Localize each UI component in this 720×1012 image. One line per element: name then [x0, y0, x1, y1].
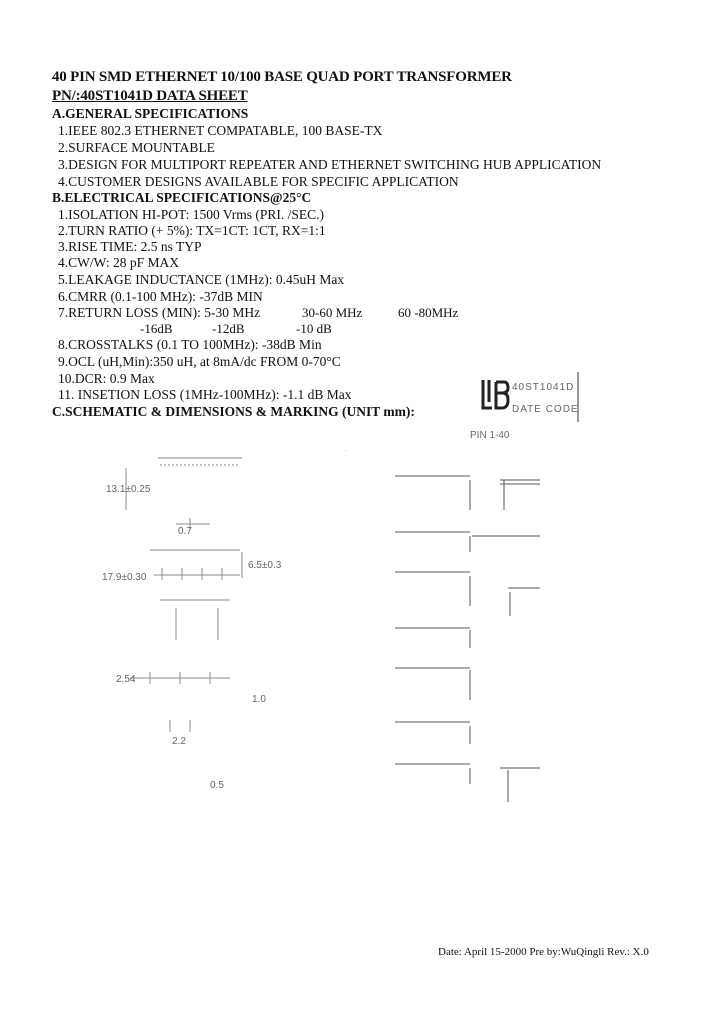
return-loss-value-1: -16dB — [140, 321, 173, 336]
document-title: 40 PIN SMD ETHERNET 10/100 BASE QUAD PORT TRANSFORMER — [52, 69, 512, 85]
schematic-drawing — [340, 440, 570, 810]
pin-label: PIN 1-40 — [470, 430, 510, 441]
general-item-3: 3.DESIGN FOR MULTIPORT REPEATER AND ETHERNET SWITCHING HUB APPLICATION — [58, 157, 602, 172]
general-spec-heading: A.GENERAL SPECIFICATIONS — [52, 106, 249, 121]
marking-logo-icon — [480, 378, 510, 414]
return-loss-value-2: -12dB — [212, 321, 245, 336]
dim-width: 17.9±0.30 — [102, 572, 147, 583]
dim-pad: 1.0 — [252, 694, 266, 705]
return-loss-band-3: 60 -80MHz — [398, 305, 459, 320]
dim-tolerance: 0.5 — [210, 780, 224, 791]
electrical-item-6: 6.CMRR (0.1-100 MHz): -37dB MIN — [58, 289, 263, 304]
return-loss-band-2: 30-60 MHz — [302, 305, 363, 320]
dim-height: 6.5±0.3 — [248, 560, 282, 571]
electrical-item-10: 10.DCR: 0.9 Max — [58, 371, 155, 386]
dim-pad-length: 2.2 — [172, 736, 186, 747]
electrical-item-8: 8.CROSSTALKS (0.1 TO 100MHz): -38dB Min — [58, 337, 322, 352]
marking-date-code: DATE CODE — [512, 404, 579, 415]
part-number: PN/:40ST1041D DATA SHEET — [52, 88, 248, 104]
svg-text:·: · — [345, 448, 347, 454]
footer-revision: Date: April 15-2000 Pre by:WuQingli Rev.: X.0 — [438, 946, 649, 958]
electrical-item-1: 1.ISOLATION HI-POT: 1500 Vrms (PRI. /SEC.) — [58, 207, 325, 222]
electrical-item-3: 3.RISE TIME: 2.5 ns TYP — [58, 239, 202, 254]
electrical-item-11: 11. INSETION LOSS (1MHz-100MHz): -1.1 dB Max — [58, 387, 352, 402]
electrical-item-9: 9.OCL (uH,Min):350 uH, at 8mA/dc FROM 0-70°C — [58, 354, 341, 369]
schematic-heading: C.SCHEMATIC & DIMENSIONS & MARKING (UNIT mm): — [52, 404, 415, 419]
electrical-item-7: 7.RETURN LOSS (MIN): 5-30 MHz — [58, 305, 261, 320]
marking-divider — [576, 372, 580, 422]
electrical-item-4: 4.CW/W: 28 pF MAX — [58, 255, 179, 270]
marking-part: 40ST1041D — [512, 382, 575, 393]
general-item-2: 2.SURFACE MOUNTABLE — [58, 140, 215, 155]
electrical-spec-heading: B.ELECTRICAL SPECIFICATIONS@25°C — [52, 190, 312, 205]
dim-pin-width: 0.7 — [178, 526, 192, 537]
return-loss-value-3: -10 dB — [296, 321, 332, 336]
general-item-4: 4.CUSTOMER DESIGNS AVAILABLE FOR SPECIFIC APPLICATION — [58, 174, 459, 189]
dim-length: 13.1±0.25 — [106, 484, 151, 495]
electrical-item-2: 2.TURN RATIO (+ 5%): TX=1CT: 1CT, RX=1:1 — [58, 223, 326, 238]
dim-pitch: 2.54 — [116, 674, 136, 685]
general-item-1: 1.IEEE 802.3 ETHERNET COMPATABLE, 100 BASE-TX — [58, 123, 383, 138]
electrical-item-5: 5.LEAKAGE INDUCTANCE (1MHz): 0.45uH Max — [58, 272, 345, 287]
